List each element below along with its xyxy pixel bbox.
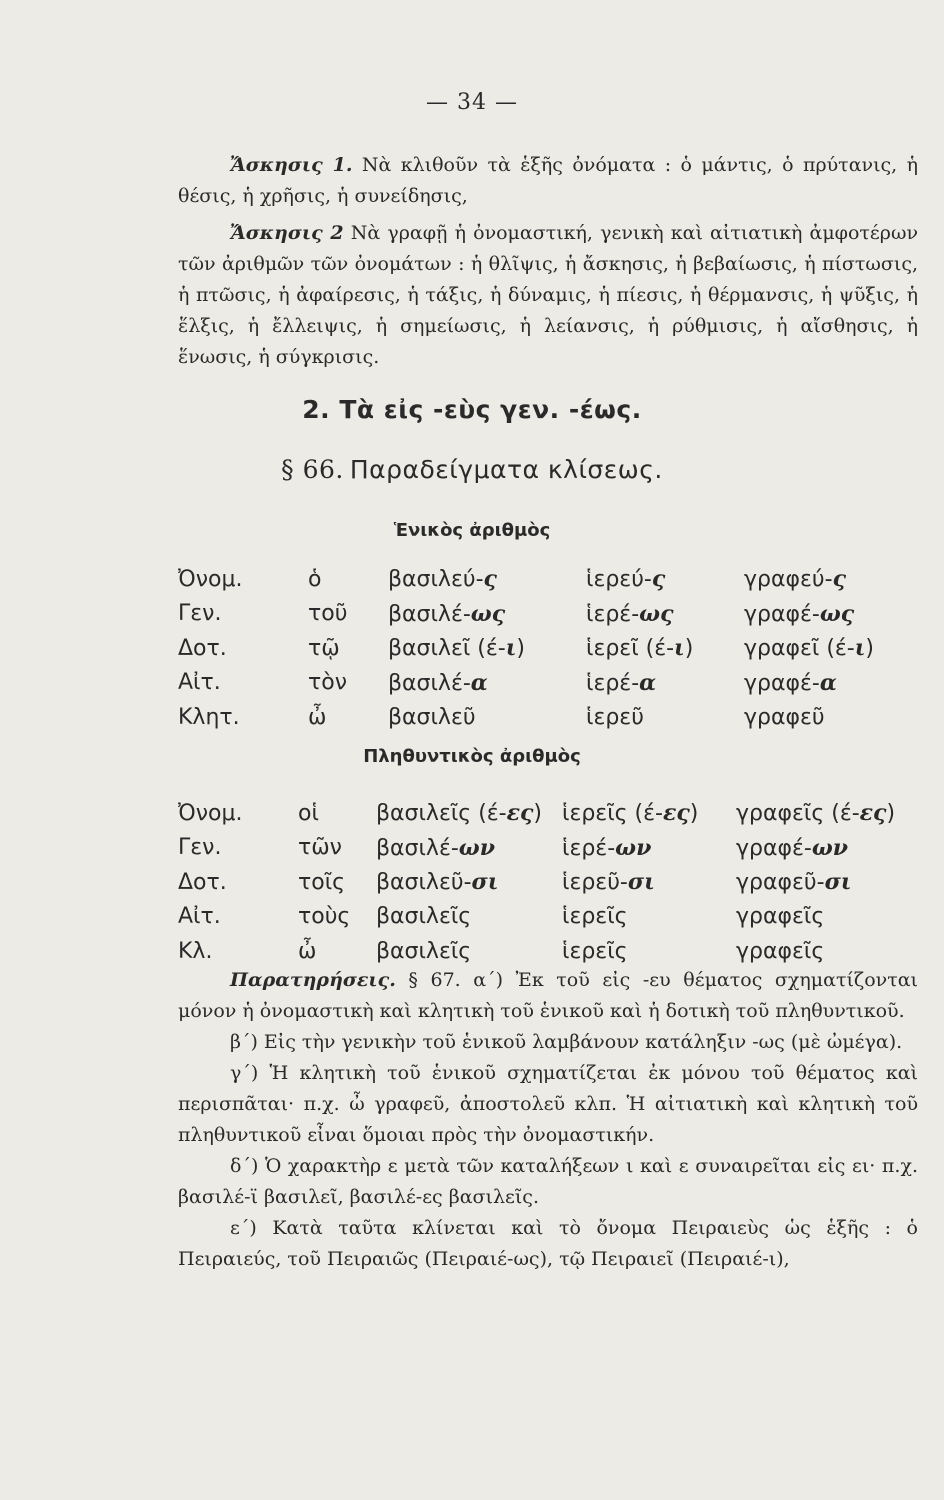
case-label: Δοτ.: [178, 635, 227, 661]
page-number: — 34 —: [426, 90, 518, 115]
form-grapheus: γραφέ-ως: [744, 600, 855, 627]
table-row: [178, 562, 874, 597]
article: τῷ: [308, 635, 340, 661]
form-hiereus: ἱερεύ-ς: [586, 566, 666, 593]
paragraph-number: § 66.: [281, 455, 344, 484]
case-label: Κλ.: [178, 938, 213, 964]
form-basileus: βασιλεύ-ς: [388, 566, 497, 593]
case-label: Αἰτ.: [178, 904, 221, 930]
form-grapheus: γραφεῦ-σι: [736, 869, 852, 896]
article: τοῦ: [308, 601, 348, 627]
form-hiereus: ἱερεῖ (έ-ι): [586, 635, 694, 662]
table-row: [178, 934, 895, 969]
table-row: [178, 865, 895, 900]
remark-c-text: γ΄) Ἡ κλητικὴ τοῦ ἑνικοῦ σχηματίζεται ἐκ μόνου τοῦ θέματος καὶ περισπᾶται· π.χ. ὦ γραφεῦ, ἀποστολεῦ κλπ. Ἡ αἰτιατικὴ καὶ κλητικὴ τοῦ πληθυντικοῦ εἶναι ὅμοιαι πρὸς τὴν ὀνομαστικήν.: [178, 1062, 918, 1146]
singular-table: [178, 562, 874, 735]
table-row: [178, 831, 895, 866]
case-label: Αἰτ.: [178, 670, 221, 696]
case-label: Δοτ.: [178, 869, 227, 895]
exercise-1-text: Νὰ κλιθοῦν τὰ ἑξῆς ὀνόματα : ὁ μάντις, ὁ πρύτανις, ἡ θέσις, ἡ χρῆσις, ἡ συνείδησις,: [178, 154, 918, 207]
form-basileus: βασιλεῖς (έ-ες): [376, 800, 542, 827]
exercise-1-label: Ἄσκησις 1.: [230, 154, 353, 176]
remark-a-text: § 67. α΄) Ἐκ τοῦ εἰς -ευ θέματος σχηματίζονται μόνον ἡ ὀνομαστικὴ καὶ κλητικὴ τοῦ ἑνικοῦ καὶ ἡ δοτικὴ τοῦ πληθυντικοῦ.: [178, 969, 918, 1022]
form-hiereus: ἱερεῖς (έ-ες): [562, 800, 699, 827]
table-row: [178, 666, 874, 701]
case-label: Γεν.: [178, 835, 222, 861]
form-grapheus: γραφεῦ: [744, 704, 825, 730]
form-grapheus: γραφεῖ (έ-ι): [744, 635, 874, 662]
form-hiereus: ἱερέ-α: [586, 669, 657, 696]
form-grapheus: γραφεῖς: [736, 904, 825, 930]
table-row: [178, 700, 874, 735]
article: τῶν: [298, 835, 342, 861]
case-label: Γεν.: [178, 601, 222, 627]
article: ὦ: [308, 704, 327, 730]
form-grapheus: γραφέ-ων: [736, 834, 849, 861]
remarks: [178, 965, 918, 1275]
article: τοῖς: [298, 869, 346, 895]
form-hiereus: ἱερέ-ων: [562, 834, 652, 861]
article: οἱ: [298, 800, 319, 826]
remark-b-text: β΄) Εἰς τὴν γενικὴν τοῦ ἑνικοῦ λαμβάνουν κατάληξιν -ως (μὲ ὠμέγα).: [230, 1031, 903, 1053]
plural-table: [178, 796, 895, 969]
form-basileus: βασιλέ-ως: [388, 600, 506, 627]
exercise-2-text: Νὰ γραφῇ ἡ ὀνομαστική, γενικὴ καὶ αἰτιατικὴ ἀμφοτέρων τῶν ἀριθμῶν τῶν ὀνομάτων : ἡ θλῖψις, ἡ ἄσκησις, ἡ βεβαίωσις, ἡ πίστωσις, ἡ πτῶσις, ἡ ἀφαίρεσις, ἡ τάξις, ἡ δύναμις, ἡ πίεσις, ἡ θέρμανσις, ἡ ψῦξις, ἡ ἕλξις, ἡ ἔλλειψις, ἡ σημείωσις, ἡ λείανσις, ἡ ρύθμισις, ἡ αἴσθησις, ἡ ἕνωσις, ἡ σύγκρισις.: [178, 222, 918, 368]
form-basileus: βασιλεῦ: [388, 704, 476, 730]
form-hiereus: ἱερεῦ: [586, 704, 644, 730]
section-title: 2. Τὰ εἰς -εὺς γεν. -έως.: [302, 395, 642, 424]
paragraph-heading: [0, 455, 944, 484]
form-basileus: βασιλεῖς: [376, 904, 472, 930]
table-row: [178, 597, 874, 632]
plural-heading: Πληθυντικὸς ἀριθμὸς: [363, 746, 581, 767]
remark-c: [178, 1058, 918, 1151]
remark-d: [178, 1151, 918, 1213]
article: ὦ: [298, 938, 317, 964]
table-row: [178, 900, 895, 935]
singular-heading: Ἑνικὸς ἀριθμὸς: [393, 520, 551, 541]
form-grapheus: γραφεῖς: [736, 938, 825, 964]
form-hiereus: ἱερεῦ-σι: [562, 869, 655, 896]
form-hiereus: ἱερεῖς: [562, 938, 628, 964]
form-grapheus: γραφέ-α: [744, 669, 837, 696]
remark-b: [178, 1027, 918, 1058]
table-row: [178, 796, 895, 831]
case-label: Κλητ.: [178, 704, 240, 730]
remark-e-text: ε΄) Κατὰ ταῦτα κλίνεται καὶ τὸ ὄνομα Πειραιεὺς ὡς ἑξῆς : ὁ Πειραιεύς, τοῦ Πειραιῶς (Πειραιέ-ως), τῷ Πειραιεῖ (Πειραιέ-ι),: [178, 1217, 918, 1270]
form-basileus: βασιλέ-α: [388, 669, 488, 696]
form-basileus: βασιλεῦ-σι: [376, 869, 499, 896]
remark-e: [178, 1213, 918, 1275]
table-row: [178, 631, 874, 666]
exercise-2-label: Ἄσκησις 2: [230, 222, 344, 244]
form-grapheus: γραφεῖς (έ-ες): [736, 800, 896, 827]
article: ὁ: [308, 566, 322, 592]
remark-d-text: δ΄) Ὁ χαρακτὴρ ε μετὰ τῶν καταλήξεων ι καὶ ε συναιρεῖται εἰς ει· π.χ. βασιλέ-ϊ βασιλεῖ, βασιλέ-ες βασιλεῖς.: [178, 1155, 918, 1208]
case-label: Ὀνομ.: [178, 800, 243, 826]
remark-a: [178, 965, 918, 1027]
case-label: Ὀνομ.: [178, 566, 243, 592]
form-hiereus: ἱερεῖς: [562, 904, 628, 930]
form-basileus: βασιλέ-ων: [376, 834, 495, 861]
form-basileus: βασιλεῖ (έ-ι): [388, 635, 525, 662]
form-grapheus: γραφεύ-ς: [744, 566, 846, 593]
remarks-heading: Παρατηρήσεις.: [230, 969, 396, 991]
paragraph-title: Παραδείγματα κλίσεως.: [349, 455, 663, 484]
exercise-2: [178, 218, 918, 373]
form-basileus: βασιλεῖς: [376, 938, 472, 964]
form-hiereus: ἱερέ-ως: [586, 600, 674, 627]
article: τὸν: [308, 670, 347, 696]
article: τοὺς: [298, 904, 351, 930]
exercise-1: [178, 150, 918, 212]
